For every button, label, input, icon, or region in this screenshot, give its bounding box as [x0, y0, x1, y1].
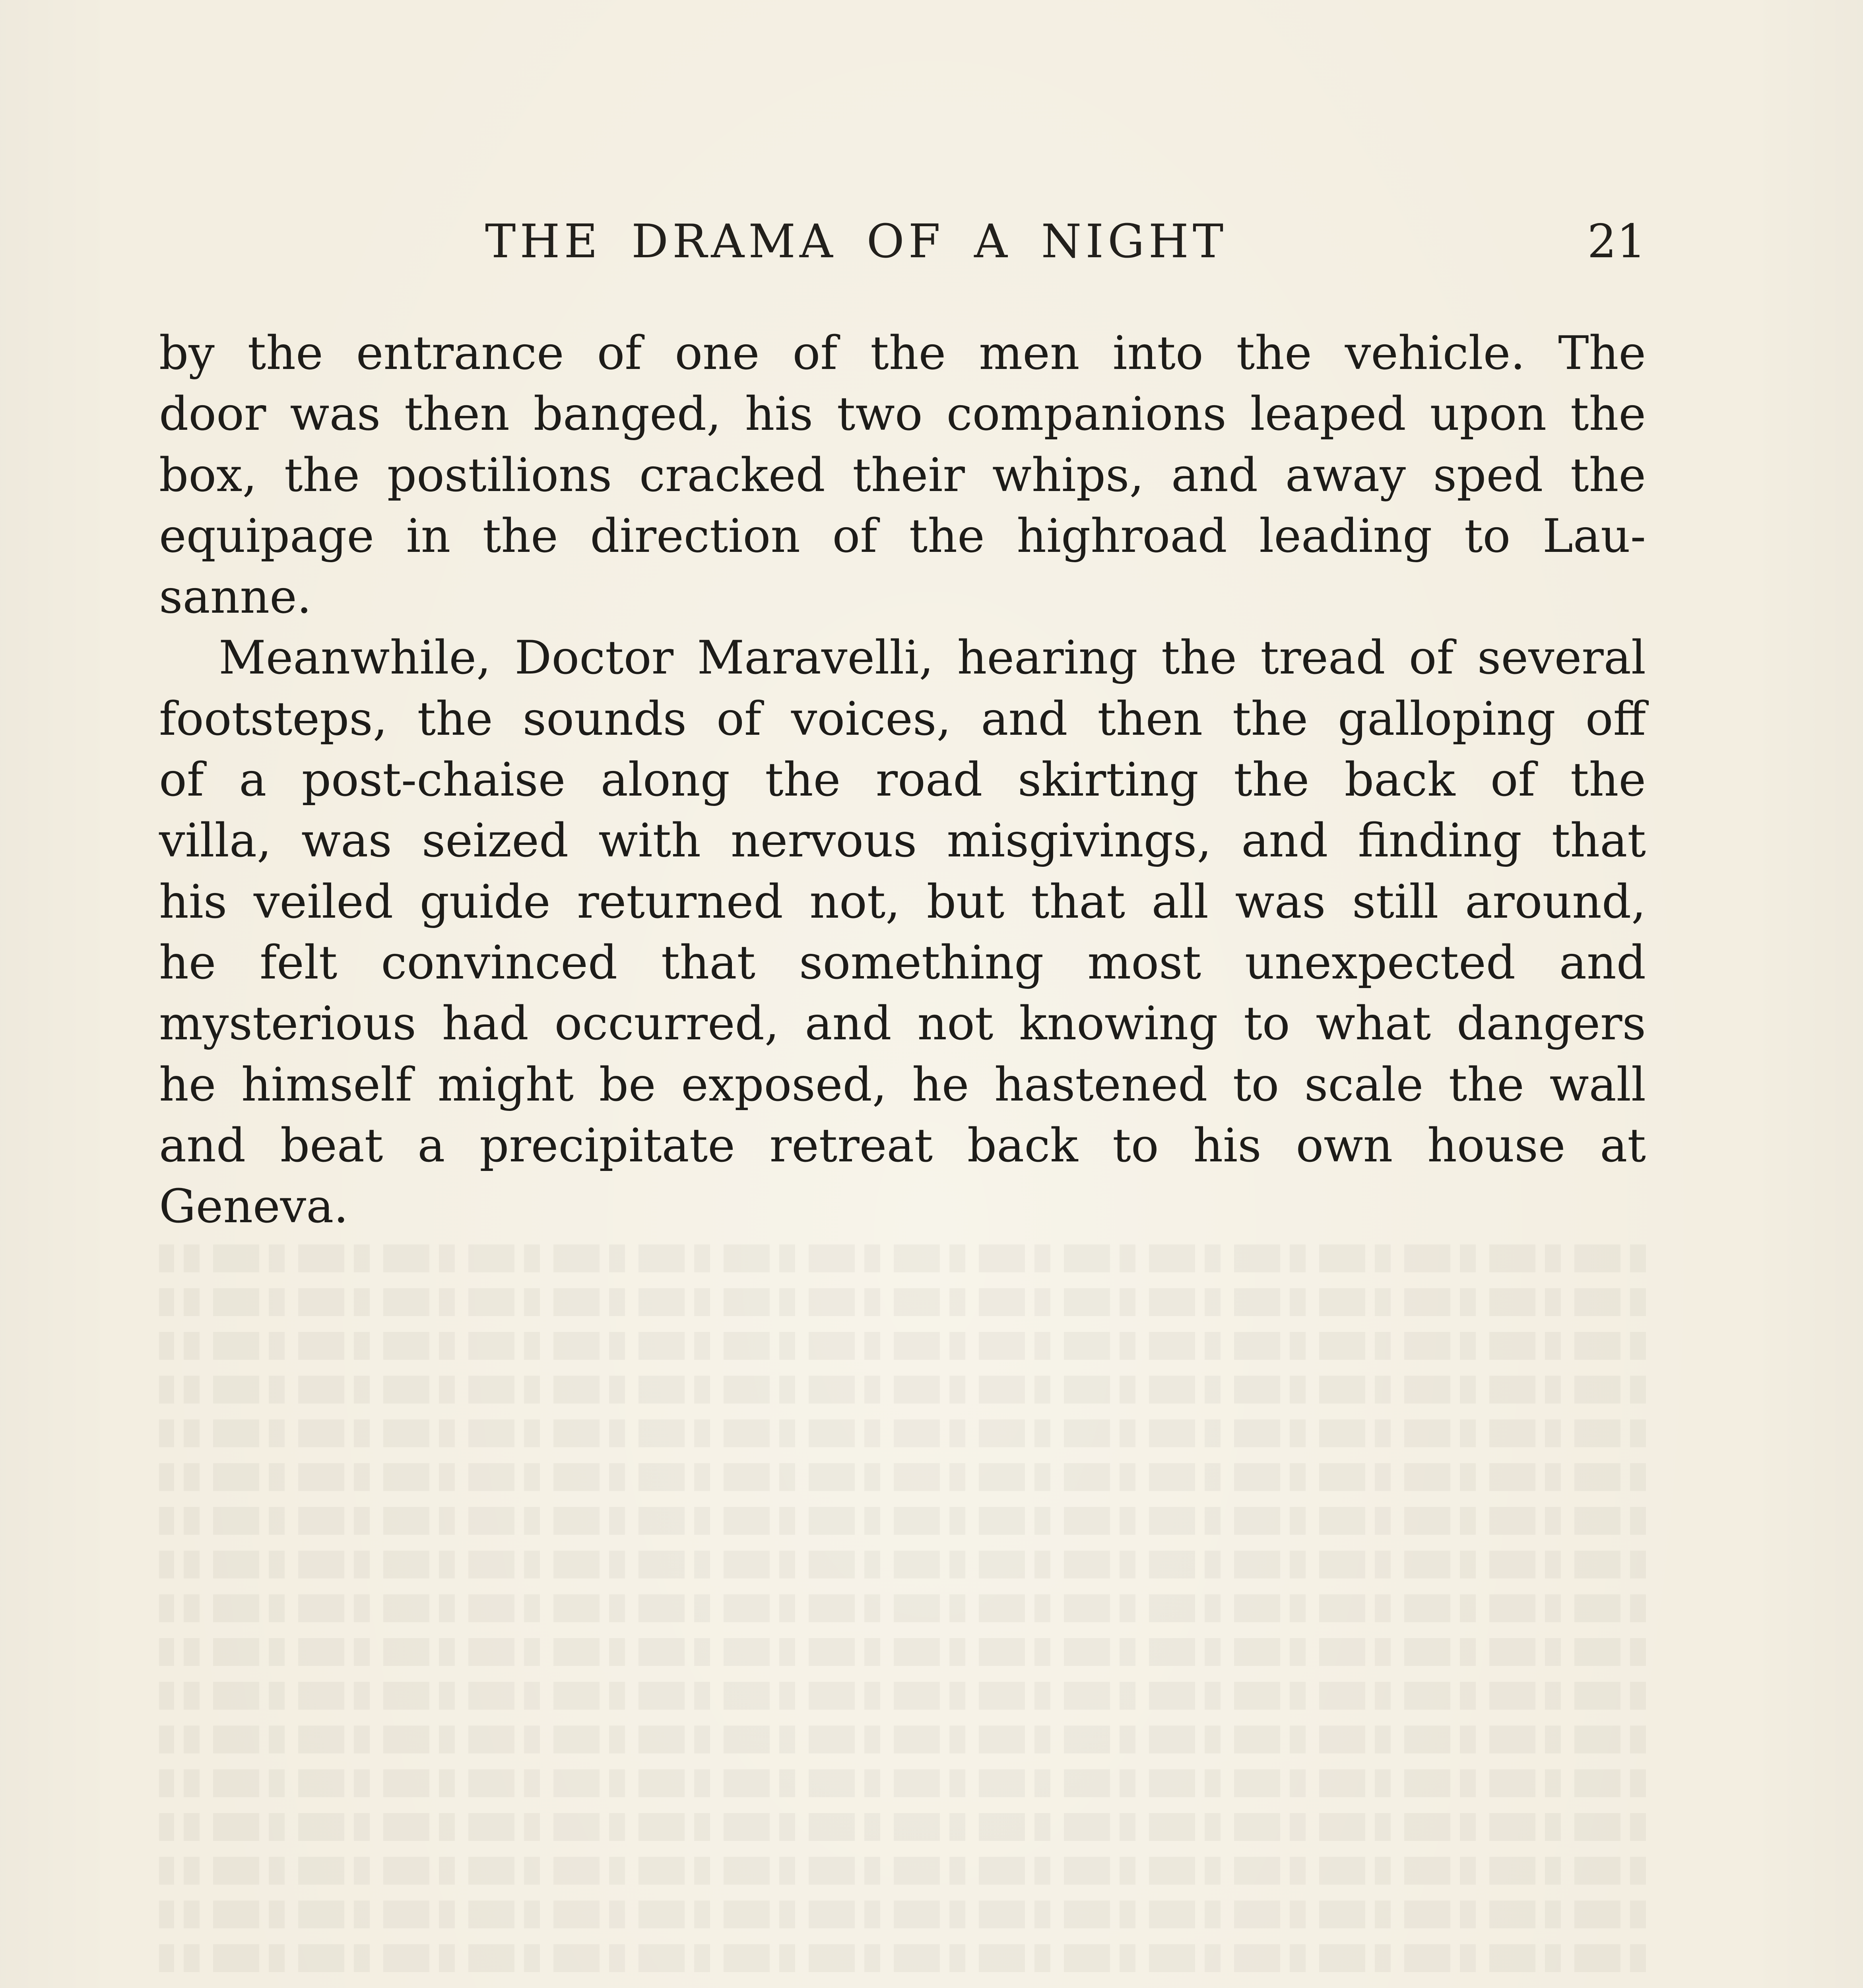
text-line: mysterious had occurred, and not knowing to what dangers [159, 997, 1646, 1051]
body-text [159, 323, 1646, 1237]
text-line: and beat a precipitate retreat back to his own house at [159, 1118, 1646, 1173]
text-line: Meanwhile, Doctor Maravelli, hearing the tread of several [219, 631, 1646, 685]
text-line: box, the postilions cracked their whips, and away sped the [159, 448, 1646, 502]
running-head [159, 215, 1646, 286]
text-line: equipage in the direction of the highroad leading to Lau- [159, 509, 1646, 563]
text-line: Geneva. [159, 1180, 349, 1234]
text-line: footsteps, the sounds of voices, and then the galloping off [159, 692, 1646, 746]
page-number: 21 [1587, 215, 1646, 268]
text-line: of a post-chaise along the road skirting the back of the [159, 753, 1646, 807]
text-line: by the entrance of one of the men into the vehicle. The [159, 326, 1646, 380]
text-line: sanne. [159, 570, 312, 624]
text-line: his veiled guide returned not, but that all was still around, [159, 875, 1646, 929]
text-line: he felt convinced that something most unexpected and [159, 936, 1646, 990]
text-line: villa, was seized with nervous misgivings, and finding that [159, 814, 1646, 868]
text-line: he himself might be exposed, he hastened to scale the wall [159, 1058, 1646, 1112]
running-title: THE DRAMA OF A NIGHT [485, 215, 1228, 268]
reverse-page-show-through [159, 1229, 1646, 1988]
text-line: door was then banged, his two companions leaped upon the [159, 387, 1646, 441]
